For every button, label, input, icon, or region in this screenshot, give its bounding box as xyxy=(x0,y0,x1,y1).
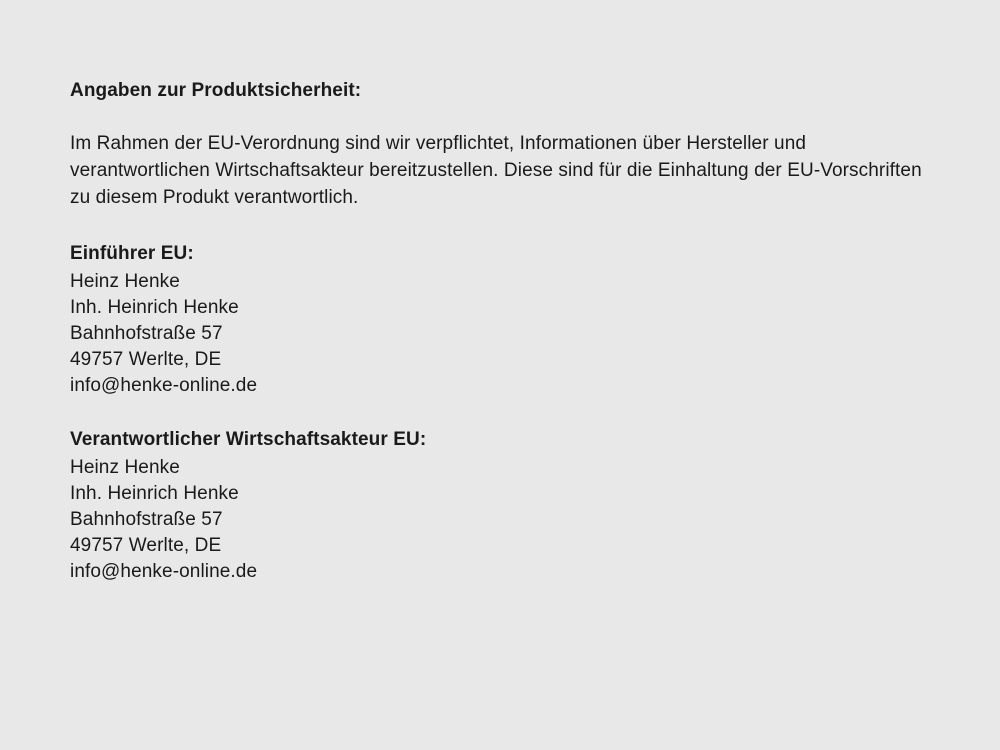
intro-paragraph: Im Rahmen der EU-Verordnung sind wir verpflichtet, Informationen über Hersteller und verantwortlichen Wirtschaftsakteur bereitzustellen. Diese sind für die Einhaltung der EU-Vorschriften zu diesem Produkt verantwortlich. xyxy=(70,133,922,208)
responsible-operator-block-title: Verantwortlicher Wirtschaftsakteur EU: xyxy=(70,429,427,450)
importer-email: info@henke-online.de xyxy=(70,375,258,396)
importer-street: Bahnhofstraße 57 xyxy=(70,323,223,344)
page-title: Angaben zur Produktsicherheit: xyxy=(70,80,362,101)
responsible-operator-owner: Inh. Heinrich Henke xyxy=(70,483,239,504)
importer-city: 49757 Werlte, DE xyxy=(70,349,222,370)
importer-block xyxy=(70,241,930,399)
importer-owner: Inh. Heinrich Henke xyxy=(70,297,239,318)
responsible-operator-company-name: Heinz Henke xyxy=(70,457,180,478)
responsible-operator-street: Bahnhofstraße 57 xyxy=(70,509,223,530)
responsible-operator-email: info@henke-online.de xyxy=(70,561,258,582)
responsible-operator-block xyxy=(70,427,930,585)
importer-company-name: Heinz Henke xyxy=(70,271,180,292)
importer-block-title: Einführer EU: xyxy=(70,243,194,264)
responsible-operator-city: 49757 Werlte, DE xyxy=(70,535,222,556)
